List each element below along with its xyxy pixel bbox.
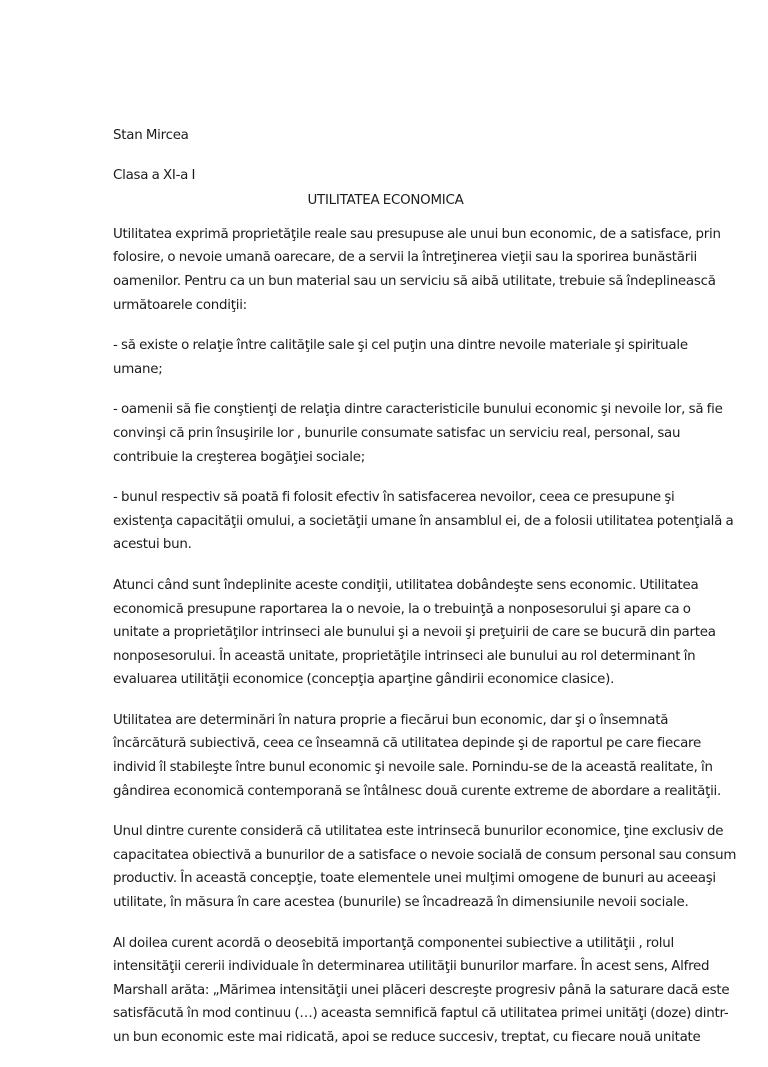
text-line: existenţa capacităţii omului, a societăţii umane în ansamblul ei, de a folosii utilitatea potenţială a — [113, 513, 734, 529]
paragraphs-container — [113, 223, 737, 1050]
text-line: Atunci când sunt îndeplinite aceste condiţii, utilitatea dobândeşte sens economic. Utilitatea — [113, 577, 699, 593]
text-line: - bunul respectiv să poată fi folosit efectiv în satisfacerea nevoilor, ceea ce presupune şi — [113, 490, 675, 506]
paragraph-intro — [113, 223, 721, 317]
text-line: - să existe o relaţie între calităţile sale şi cel puţin una dintre nevoile materiale şi spirituale — [113, 338, 688, 354]
class-name: Clasa a XI-a I — [113, 167, 196, 183]
text-line: contribuie la creşterea bogăţiei sociale; — [113, 449, 365, 465]
text-line: Utilitatea are determinări în natura proprie a fiecărui bun economic, dar şi o însemnată — [113, 712, 669, 728]
text-line: Marshall arăta: „Mărimea intensităţii unei plăceri descreşte progresiv până la saturare dacă este — [113, 982, 730, 998]
text-line: evaluarea utilităţii economice (concepţia aparţine gândirii economice clasice). — [113, 672, 615, 688]
text-line: Al doilea curent acordă o deosebită importanţă componentei subiective a utilităţii , rolul — [113, 935, 674, 951]
author-name: Stan Mircea — [113, 128, 189, 143]
text-line: unitate a proprietăţilor intrinseci ale bunului şi a nevoii şi preţuirii de care se bucură din partea — [113, 625, 716, 641]
text-line: individ îl stabileşte între bunul economic şi nevoile sale. Pornindu-se de la această realitate, în — [113, 760, 713, 776]
text-line: gândirea economică contemporană se întâlnesc două curente extreme de abordare a realităţii. — [113, 783, 722, 799]
text-line: - oamenii să fie conştienţi de relaţia dintre caracteristicile bunului economic şi nevoile lor, să fie — [113, 402, 723, 418]
text-line: nonposesorului. În această unitate, proprietăţile intrinseci ale bunului au rol determinant în — [113, 648, 696, 664]
paragraph-second-current — [113, 932, 730, 1050]
text-line: încărcătură subiectivă, ceea ce înseamnă că utilitatea depinde şi de raportul pe care fiecare — [113, 736, 701, 752]
paragraph-determinations — [113, 709, 722, 803]
text-line: productiv. În această concepţie, toate elementele unei mulţimi omogene de bunuri au aceeaşi — [113, 871, 716, 887]
text-line: folosire, o nevoie umană oarecare, de a servii la întreţinerea vieţii sau la sporirea bunăstării — [113, 250, 697, 266]
paragraph-bullet-2 — [113, 398, 723, 469]
text-line: intensităţii cererii individuale în determinarea utilităţii bunurilor marfare. În acest sens, Alfred — [113, 959, 710, 975]
text-line: oamenilor. Pentru ca un bun material sau un serviciu să aibă utilitate, trebuie să îndeplinească — [113, 273, 716, 289]
text-line: capacitatea obiectivă a bunurilor de a satisface o nevoie socială de consum personal sau consum — [113, 847, 737, 863]
text-line: economică presupune raportarea la o nevoie, la o trebuinţă a nonposesorului şi apare ca o — [113, 601, 691, 617]
paragraph-bullet-3 — [113, 486, 734, 557]
text-line: Unul dintre curente consideră că utilitatea este intrinsecă bunurilor economice, ţine exclusiv de — [113, 824, 724, 840]
text-line: satisfăcută în mod continuu (…) aceasta semnifică faptul că utilitatea primei unităţi (doze) dintr- — [113, 1006, 729, 1022]
paragraph-first-current — [113, 820, 737, 914]
text-line: acestui bun. — [113, 537, 192, 553]
text-line: umane; — [113, 361, 163, 377]
text-line: următoarele condiţii: — [113, 297, 247, 313]
paragraph-conditions-met — [113, 574, 716, 692]
paragraph-bullet-1 — [113, 334, 688, 381]
text-line: un bun economic este mai ridicată, apoi se reduce succesiv, treptat, cu fiecare nouă unitate — [113, 1030, 701, 1045]
document-body — [113, 124, 737, 1067]
document-title: UTILITATEA ECONOMICA — [307, 193, 464, 209]
text-line: Utilitatea exprimă proprietăţile reale sau presupuse ale unui bun economic, de a satisface, prin — [113, 226, 721, 242]
text-line: convinşi că prin însuşirile lor , bunurile consumate satisfac un serviciu real, personal, sau — [113, 425, 681, 441]
text-line: utilitate, în măsura în care acestea (bunurile) se încadrează în dimensiunile nevoii sociale. — [113, 895, 689, 911]
